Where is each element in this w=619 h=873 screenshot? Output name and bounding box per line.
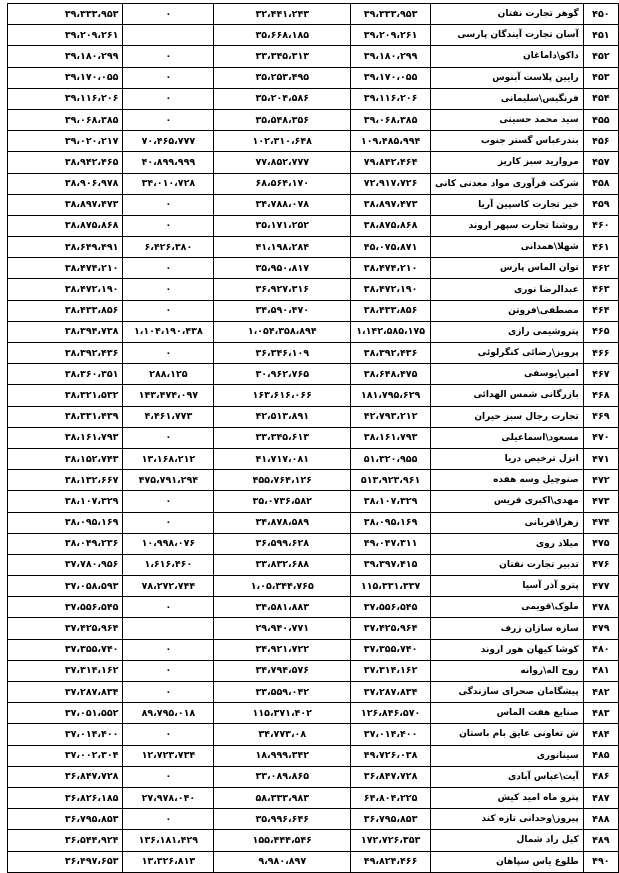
total-cell: ۱۱۵،۳۳۱،۳۳۷ <box>351 576 431 597</box>
row-number-cell: ۴۷۶ <box>583 554 618 575</box>
row-number-cell: ۴۸۴ <box>583 724 618 745</box>
debit-cell: ۴۲،۵۱۳،۸۹۱ <box>214 406 351 427</box>
name-cell: روح اله\روانه <box>431 660 584 681</box>
credit-cell: ۱،۶۱۶،۴۶۰ <box>123 554 214 575</box>
credit-cell: ۰ <box>123 67 214 88</box>
name-cell: ملوک\قویمی <box>431 597 584 618</box>
row-number-cell: ۴۷۰ <box>583 427 618 448</box>
balance-cell: ۳۸،۱۳۲،۶۶۷ <box>8 470 123 491</box>
total-cell: ۶۴،۸۰۴،۲۲۵ <box>351 787 431 808</box>
row-number-cell: ۴۷۷ <box>583 576 618 597</box>
table-row <box>8 512 619 533</box>
credit-cell: ۲۸۸،۱۲۵ <box>123 364 214 385</box>
table-row <box>8 343 619 364</box>
records-table <box>7 3 619 873</box>
credit-cell: ۰ <box>123 46 214 67</box>
table-row <box>8 787 619 808</box>
row-number-cell: ۴۵۷ <box>583 152 618 173</box>
balance-cell: ۳۸،۹۴۲،۴۶۵ <box>8 152 123 173</box>
row-number-cell: ۴۷۱ <box>583 448 618 469</box>
balance-cell: ۳۶،۴۹۷،۶۵۳ <box>8 851 123 872</box>
credit-cell: ۱،۱۰۴،۱۹۰،۴۳۸ <box>123 321 214 342</box>
balance-cell: ۳۶،۵۴۴،۹۲۴ <box>8 830 123 851</box>
name-cell: بندرعباس گستر جنوب <box>431 131 584 152</box>
total-cell: ۷۲،۹۱۷،۷۲۶ <box>351 173 431 194</box>
row-number-cell: ۴۶۵ <box>583 321 618 342</box>
name-cell: پتروشیمی رازی <box>431 321 584 342</box>
total-cell: ۵۱،۳۲۰،۹۵۵ <box>351 448 431 469</box>
debit-cell: ۷۷،۸۵۲،۷۷۷ <box>214 152 351 173</box>
debit-cell: ۴۵۵،۷۶۴،۱۲۶ <box>214 470 351 491</box>
balance-cell: ۳۸،۳۳۱،۴۳۹ <box>8 406 123 427</box>
debit-cell: ۹،۹۸۰،۸۹۷ <box>214 851 351 872</box>
credit-cell: ۶،۴۲۶،۳۸۰ <box>123 237 214 258</box>
total-cell: ۳۸،۳۹۲،۴۳۶ <box>351 343 431 364</box>
credit-cell: ۰ <box>123 258 214 279</box>
debit-cell: ۳۲،۴۴۱،۲۴۳ <box>214 4 351 25</box>
table-row <box>8 152 619 173</box>
credit-cell: ۲۷،۹۷۸،۰۴۰ <box>123 787 214 808</box>
balance-cell: ۳۸،۰۴۹،۲۳۶ <box>8 533 123 554</box>
name-cell: روشنا تجارت سپهر اروند <box>431 215 584 236</box>
table-row <box>8 809 619 830</box>
balance-cell: ۳۷،۴۲۵،۹۶۴ <box>8 618 123 639</box>
credit-cell: ۰ <box>123 639 214 660</box>
name-cell: شرکت فرآوری مواد معدنی کانی <box>431 173 584 194</box>
credit-cell: ۰ <box>123 109 214 130</box>
name-cell: صنوچیل وسه هفده <box>431 470 584 491</box>
credit-cell: ۱۳،۳۲۶،۸۱۳ <box>123 851 214 872</box>
table-row <box>8 576 619 597</box>
name-cell: رایین پلاست آبنوس <box>431 67 584 88</box>
total-cell: ۳۷،۲۸۷،۸۳۴ <box>351 682 431 703</box>
balance-cell: ۳۶،۸۴۷،۷۲۸ <box>8 766 123 787</box>
name-cell: صنایع هفت الماس <box>431 703 584 724</box>
balance-cell: ۳۸،۳۶۰،۳۵۱ <box>8 364 123 385</box>
row-number-cell: ۴۷۹ <box>583 618 618 639</box>
name-cell: پرویز\رضائی کنگرلوئی <box>431 343 584 364</box>
balance-cell: ۳۷،۰۰۲،۳۰۴ <box>8 745 123 766</box>
table-row <box>8 724 619 745</box>
total-cell: ۳۹،۰۶۸،۳۸۵ <box>351 109 431 130</box>
row-number-cell: ۴۶۸ <box>583 385 618 406</box>
debit-cell: ۳۳،۰۸۹،۸۶۵ <box>214 766 351 787</box>
table-row <box>8 258 619 279</box>
name-cell: پترو ماه امید کیش <box>431 787 584 808</box>
debit-cell: ۳۳،۳۴۵،۳۱۳ <box>214 46 351 67</box>
debit-cell: ۳۵،۱۷۱،۲۵۲ <box>214 215 351 236</box>
credit-cell: ۰ <box>123 194 214 215</box>
name-cell: گوهر تجارت نفتان <box>431 4 584 25</box>
name-cell: کوشا کیهان هور اروند <box>431 639 584 660</box>
debit-cell: ۶۸،۵۶۴،۱۷۰ <box>214 173 351 194</box>
name-cell: مروارید سبز کاریز <box>431 152 584 173</box>
table-row <box>8 618 619 639</box>
name-cell: تدبیر تجارت نفتان <box>431 554 584 575</box>
total-cell: ۳۸،۴۷۴،۲۱۰ <box>351 258 431 279</box>
balance-cell: ۳۷،۵۵۶،۵۴۵ <box>8 597 123 618</box>
total-cell: ۳۸،۴۷۲،۱۹۰ <box>351 279 431 300</box>
debit-cell: ۱۰۲،۳۱۰،۶۴۸ <box>214 131 351 152</box>
name-cell: خیر تجارت کاسپین آریا <box>431 194 584 215</box>
row-number-cell: ۴۸۲ <box>583 682 618 703</box>
row-number-cell: ۴۶۴ <box>583 300 618 321</box>
credit-cell: ۷۰،۴۶۵،۷۷۷ <box>123 131 214 152</box>
row-number-cell: ۴۸۳ <box>583 703 618 724</box>
balance-cell: ۳۸،۱۰۷،۳۲۹ <box>8 491 123 512</box>
table-row <box>8 194 619 215</box>
balance-cell: ۳۷،۳۵۵،۷۴۰ <box>8 639 123 660</box>
credit-cell <box>123 618 214 639</box>
debit-cell: ۱،۰۵۴،۳۵۸،۸۹۴ <box>214 321 351 342</box>
name-cell: آیت\عباس آبادی <box>431 766 584 787</box>
balance-cell: ۳۸،۱۵۲،۷۴۳ <box>8 448 123 469</box>
balance-cell: ۳۹،۳۳۳،۹۵۳ <box>8 4 123 25</box>
table-row <box>8 300 619 321</box>
total-cell: ۳۹،۱۱۶،۲۰۶ <box>351 88 431 109</box>
balance-cell: ۳۷،۲۸۷،۸۳۴ <box>8 682 123 703</box>
total-cell: ۱،۱۴۲،۵۸۵،۱۷۵ <box>351 321 431 342</box>
credit-cell: ۱۲،۷۲۳،۷۳۴ <box>123 745 214 766</box>
balance-cell: ۳۸،۳۹۲،۴۳۶ <box>8 343 123 364</box>
name-cell: امیر\یوسفی <box>431 364 584 385</box>
credit-cell: ۰ <box>123 343 214 364</box>
debit-cell: ۱۵۵،۴۴۴،۵۴۶ <box>214 830 351 851</box>
balance-cell: ۳۸،۹۰۶،۹۷۸ <box>8 173 123 194</box>
debit-cell: ۴۱،۱۹۸،۲۸۴ <box>214 237 351 258</box>
total-cell: ۳۸،۸۷۵،۸۶۸ <box>351 215 431 236</box>
row-number-cell: ۴۶۹ <box>583 406 618 427</box>
balance-cell: ۳۸،۴۳۳،۸۵۶ <box>8 300 123 321</box>
debit-cell: ۳۴،۸۷۸،۵۸۹ <box>214 512 351 533</box>
balance-cell: ۳۸،۰۹۵،۱۶۹ <box>8 512 123 533</box>
balance-cell: ۳۷،۰۱۴،۴۰۰ <box>8 724 123 745</box>
total-cell: ۳۸،۴۳۳،۸۵۶ <box>351 300 431 321</box>
table-row <box>8 321 619 342</box>
table-row <box>8 682 619 703</box>
balance-cell: ۳۷،۰۵۱،۵۵۲ <box>8 703 123 724</box>
table-row <box>8 173 619 194</box>
table-row <box>8 25 619 46</box>
name-cell: پترو آذر آسیا <box>431 576 584 597</box>
debit-cell: ۳۰،۹۶۲،۷۶۵ <box>214 364 351 385</box>
table-row <box>8 830 619 851</box>
row-number-cell: ۴۶۳ <box>583 279 618 300</box>
debit-cell: ۳۵،۲۵۳،۴۹۵ <box>214 67 351 88</box>
table-row <box>8 660 619 681</box>
row-number-cell: ۴۷۴ <box>583 512 618 533</box>
row-number-cell: ۴۵۱ <box>583 25 618 46</box>
balance-cell: ۳۹،۲۰۹،۲۶۱ <box>8 25 123 46</box>
credit-cell: ۰ <box>123 597 214 618</box>
total-cell: ۳۷،۳۱۴،۱۶۲ <box>351 660 431 681</box>
total-cell: ۴۹،۷۲۶،۰۳۸ <box>351 745 431 766</box>
total-cell: ۱۸۱،۷۹۵،۶۲۹ <box>351 385 431 406</box>
balance-cell: ۳۸،۳۲۱،۵۳۲ <box>8 385 123 406</box>
total-cell: ۴۵،۰۷۵،۸۷۱ <box>351 237 431 258</box>
total-cell: ۳۹،۳۹۷،۴۱۵ <box>351 554 431 575</box>
row-number-cell: ۴۶۰ <box>583 215 618 236</box>
table-row <box>8 851 619 872</box>
credit-cell: ۷۸،۲۷۲،۷۴۴ <box>123 576 214 597</box>
debit-cell: ۳۵،۹۹۶،۶۴۶ <box>214 809 351 830</box>
credit-cell: ۱۳۶،۱۸۱،۴۲۹ <box>123 830 214 851</box>
row-number-cell: ۴۷۸ <box>583 597 618 618</box>
table-row <box>8 67 619 88</box>
total-cell: ۳۸،۰۹۵،۱۶۹ <box>351 512 431 533</box>
total-cell: ۳۹،۲۰۹،۲۶۱ <box>351 25 431 46</box>
name-cell: پیروز\وحدانی تازه کند <box>431 809 584 830</box>
total-cell: ۷۹،۸۴۲،۴۶۴ <box>351 152 431 173</box>
total-cell: ۱۲۶،۸۴۶،۵۷۰ <box>351 703 431 724</box>
credit-cell: ۰ <box>123 4 214 25</box>
total-cell: ۳۸،۱۶۱،۷۹۳ <box>351 427 431 448</box>
total-cell: ۳۷،۳۵۵،۷۴۰ <box>351 639 431 660</box>
debit-cell: ۱۱۵،۳۷۱،۴۰۲ <box>214 703 351 724</box>
name-cell: سیناتوری <box>431 745 584 766</box>
debit-cell: ۳۳،۸۳۲،۶۸۸ <box>214 554 351 575</box>
name-cell: مسعود\اسماعیلی <box>431 427 584 448</box>
row-number-cell: ۴۶۱ <box>583 237 618 258</box>
credit-cell: ۰ <box>123 682 214 703</box>
name-cell: مصطفی\فروتن <box>431 300 584 321</box>
total-cell: ۱۰۹،۴۸۵،۹۹۴ <box>351 131 431 152</box>
debit-cell: ۱۸،۹۹۹،۳۴۲ <box>214 745 351 766</box>
total-cell: ۳۶،۸۴۷،۷۲۸ <box>351 766 431 787</box>
balance-cell: ۳۸،۴۷۲،۱۹۰ <box>8 279 123 300</box>
balance-cell: ۳۸،۱۶۱،۷۹۳ <box>8 427 123 448</box>
table-row <box>8 554 619 575</box>
name-cell: شهلا\همدانی <box>431 237 584 258</box>
balance-cell: ۳۶،۷۹۵،۸۵۳ <box>8 809 123 830</box>
total-cell: ۳۹،۱۷۰،۰۵۵ <box>351 67 431 88</box>
total-cell: ۳۹،۳۳۳،۹۵۳ <box>351 4 431 25</box>
balance-cell: ۳۷،۳۱۴،۱۶۲ <box>8 660 123 681</box>
credit-cell <box>123 25 214 46</box>
table-row <box>8 448 619 469</box>
name-cell: پیشگامان صحرای سازندگی <box>431 682 584 703</box>
row-number-cell: ۴۵۴ <box>583 88 618 109</box>
balance-cell: ۳۷،۷۸۰،۹۵۶ <box>8 554 123 575</box>
row-number-cell: ۴۸۰ <box>583 639 618 660</box>
name-cell: آسان تجارت آیندگان پارسی <box>431 25 584 46</box>
total-cell: ۳۸،۸۹۷،۴۷۳ <box>351 194 431 215</box>
name-cell: توان الماس پارس <box>431 258 584 279</box>
table-row <box>8 766 619 787</box>
table-row <box>8 46 619 67</box>
debit-cell: ۴۱،۷۱۷،۰۸۱ <box>214 448 351 469</box>
table-row <box>8 4 619 25</box>
credit-cell: ۰ <box>123 215 214 236</box>
balance-cell: ۳۹،۱۱۶،۲۰۶ <box>8 88 123 109</box>
table-row <box>8 639 619 660</box>
table-row <box>8 470 619 491</box>
name-cell: کیل راد شمال <box>431 830 584 851</box>
name-cell: داکو\داماغان <box>431 46 584 67</box>
row-number-cell: ۴۸۹ <box>583 830 618 851</box>
balance-cell: ۳۹،۰۲۰،۲۱۷ <box>8 131 123 152</box>
credit-cell: ۰ <box>123 491 214 512</box>
name-cell: بازرگانی شمس الهدائی <box>431 385 584 406</box>
row-number-cell: ۴۸۷ <box>583 787 618 808</box>
name-cell: فرنگیس\سلیمانی <box>431 88 584 109</box>
row-number-cell: ۴۸۸ <box>583 809 618 830</box>
debit-cell: ۳۵،۶۶۸،۱۸۵ <box>214 25 351 46</box>
credit-cell: ۱۰،۹۹۸،۰۷۶ <box>123 533 214 554</box>
name-cell: انزل ترخیص دریا <box>431 448 584 469</box>
total-cell: ۴۲،۷۹۳،۲۱۲ <box>351 406 431 427</box>
row-number-cell: ۴۵۲ <box>583 46 618 67</box>
balance-cell: ۳۸،۸۹۷،۴۷۳ <box>8 194 123 215</box>
total-cell: ۳۷،۵۵۶،۵۴۵ <box>351 597 431 618</box>
row-number-cell: ۴۷۵ <box>583 533 618 554</box>
debit-cell: ۳۵،۵۴۸،۳۵۶ <box>214 109 351 130</box>
total-cell: ۳۷،۴۲۵،۹۶۴ <box>351 618 431 639</box>
debit-cell: ۳۵،۰۷۳۶،۵۸۲ <box>214 491 351 512</box>
table-row <box>8 533 619 554</box>
debit-cell: ۳۴،۹۲۱،۷۲۲ <box>214 639 351 660</box>
balance-cell: ۳۸،۶۴۹،۴۹۱ <box>8 237 123 258</box>
row-number-cell: ۴۵۰ <box>583 4 618 25</box>
credit-cell: ۰ <box>123 88 214 109</box>
table-row <box>8 279 619 300</box>
debit-cell: ۳۴،۷۷۳،۰۸ <box>214 724 351 745</box>
balance-cell: ۳۹،۱۷۰،۰۵۵ <box>8 67 123 88</box>
row-number-cell: ۴۶۲ <box>583 258 618 279</box>
name-cell: سید محمد حسینی <box>431 109 584 130</box>
debit-cell: ۲۹،۹۴۰،۷۷۱ <box>214 618 351 639</box>
table-row <box>8 406 619 427</box>
credit-cell: ۰ <box>123 660 214 681</box>
credit-cell: ۰ <box>123 300 214 321</box>
name-cell: ش تعاونی عایق بام باستان <box>431 724 584 745</box>
credit-cell: ۰ <box>123 512 214 533</box>
debit-cell: ۳۳،۳۴۵،۶۱۳ <box>214 427 351 448</box>
row-number-cell: ۴۹۰ <box>583 851 618 872</box>
table-row <box>8 597 619 618</box>
name-cell: سازه سازان زرف <box>431 618 584 639</box>
row-number-cell: ۴۵۶ <box>583 131 618 152</box>
total-cell: ۳۸،۱۰۷،۳۲۹ <box>351 491 431 512</box>
total-cell: ۳۸،۶۴۸،۴۷۵ <box>351 364 431 385</box>
debit-cell: ۳۶،۹۲۷،۳۱۶ <box>214 279 351 300</box>
balance-cell: ۳۶،۸۲۶،۱۸۵ <box>8 787 123 808</box>
balance-cell: ۳۸،۴۷۴،۲۱۰ <box>8 258 123 279</box>
debit-cell: ۱،۰۵،۳۴۴،۷۶۵ <box>214 576 351 597</box>
name-cell: طلوع یاس سپاهان <box>431 851 584 872</box>
debit-cell: ۳۴،۵۹۰،۴۷۰ <box>214 300 351 321</box>
total-cell: ۴۹،۰۴۷،۳۱۱ <box>351 533 431 554</box>
name-cell: عبدالرضا نوری <box>431 279 584 300</box>
credit-cell: ۴۰،۸۹۹،۹۹۹ <box>123 152 214 173</box>
credit-cell: ۱۴۳،۴۷۴،۰۹۷ <box>123 385 214 406</box>
name-cell: تجارت رجال سبز حیران <box>431 406 584 427</box>
table-row <box>8 237 619 258</box>
credit-cell: ۳۴،۰۱۰،۷۲۸ <box>123 173 214 194</box>
debit-cell: ۵۸،۳۳۳،۹۸۳ <box>214 787 351 808</box>
credit-cell: ۴،۴۶۱،۷۷۳ <box>123 406 214 427</box>
name-cell: میلاد روی <box>431 533 584 554</box>
credit-cell: ۱۳،۱۶۸،۲۱۲ <box>123 448 214 469</box>
credit-cell: ۰ <box>123 427 214 448</box>
total-cell: ۴۹،۸۲۴،۴۶۶ <box>351 851 431 872</box>
row-number-cell: ۴۵۹ <box>583 194 618 215</box>
debit-cell: ۳۴،۷۹۴،۵۷۶ <box>214 660 351 681</box>
row-number-cell: ۴۸۵ <box>583 745 618 766</box>
credit-cell: ۰ <box>123 809 214 830</box>
table-row <box>8 491 619 512</box>
row-number-cell: ۴۸۱ <box>583 660 618 681</box>
debit-cell: ۳۳،۵۵۹،۰۴۲ <box>214 682 351 703</box>
credit-cell: ۴۷۵،۷۹۱،۲۹۴ <box>123 470 214 491</box>
table-row <box>8 364 619 385</box>
debit-cell: ۳۴،۷۸۸،۰۷۸ <box>214 194 351 215</box>
row-number-cell: ۴۵۵ <box>583 109 618 130</box>
credit-cell: ۰ <box>123 724 214 745</box>
debit-cell: ۳۵،۹۵۰،۸۱۷ <box>214 258 351 279</box>
balance-cell: ۳۸،۸۷۵،۸۶۸ <box>8 215 123 236</box>
row-number-cell: ۴۵۳ <box>583 67 618 88</box>
total-cell: ۳۹،۱۸۰،۲۹۹ <box>351 46 431 67</box>
credit-cell: ۰ <box>123 766 214 787</box>
table-row <box>8 88 619 109</box>
debit-cell: ۱۶۳،۶۱۶،۰۶۶ <box>214 385 351 406</box>
credit-cell: ۸۹،۷۹۵،۰۱۸ <box>123 703 214 724</box>
name-cell: زهرا\قربانی <box>431 512 584 533</box>
row-number-cell: ۴۵۸ <box>583 173 618 194</box>
name-cell: مهدی\اکبری قریس <box>431 491 584 512</box>
row-number-cell: ۴۷۳ <box>583 491 618 512</box>
row-number-cell: ۴۶۷ <box>583 364 618 385</box>
row-number-cell: ۴۷۲ <box>583 470 618 491</box>
table-row <box>8 745 619 766</box>
table-row <box>8 385 619 406</box>
balance-cell: ۳۹،۱۸۰،۲۹۹ <box>8 46 123 67</box>
row-number-cell: ۴۸۶ <box>583 766 618 787</box>
balance-cell: ۳۸،۳۹۴،۷۳۸ <box>8 321 123 342</box>
table-row <box>8 131 619 152</box>
credit-cell: ۰ <box>123 279 214 300</box>
debit-cell: ۳۶،۵۹۹،۶۲۸ <box>214 533 351 554</box>
row-number-cell: ۴۶۶ <box>583 343 618 364</box>
debit-cell: ۳۶،۳۴۶،۱۰۹ <box>214 343 351 364</box>
table-row <box>8 215 619 236</box>
total-cell: ۳۷،۰۱۴،۴۰۰ <box>351 724 431 745</box>
total-cell: ۳۶،۷۹۵،۸۵۳ <box>351 809 431 830</box>
table-row <box>8 427 619 448</box>
total-cell: ۵۱۳،۹۲۳،۹۶۱ <box>351 470 431 491</box>
total-cell: ۱۷۲،۷۲۶،۳۵۳ <box>351 830 431 851</box>
balance-cell: ۳۹،۰۶۸،۳۸۵ <box>8 109 123 130</box>
debit-cell: ۳۴،۵۸۱،۸۸۳ <box>214 597 351 618</box>
table-row <box>8 703 619 724</box>
debit-cell: ۳۵،۲۰۴،۵۸۶ <box>214 88 351 109</box>
balance-cell: ۳۷،۰۵۸،۵۹۳ <box>8 576 123 597</box>
table-row <box>8 109 619 130</box>
